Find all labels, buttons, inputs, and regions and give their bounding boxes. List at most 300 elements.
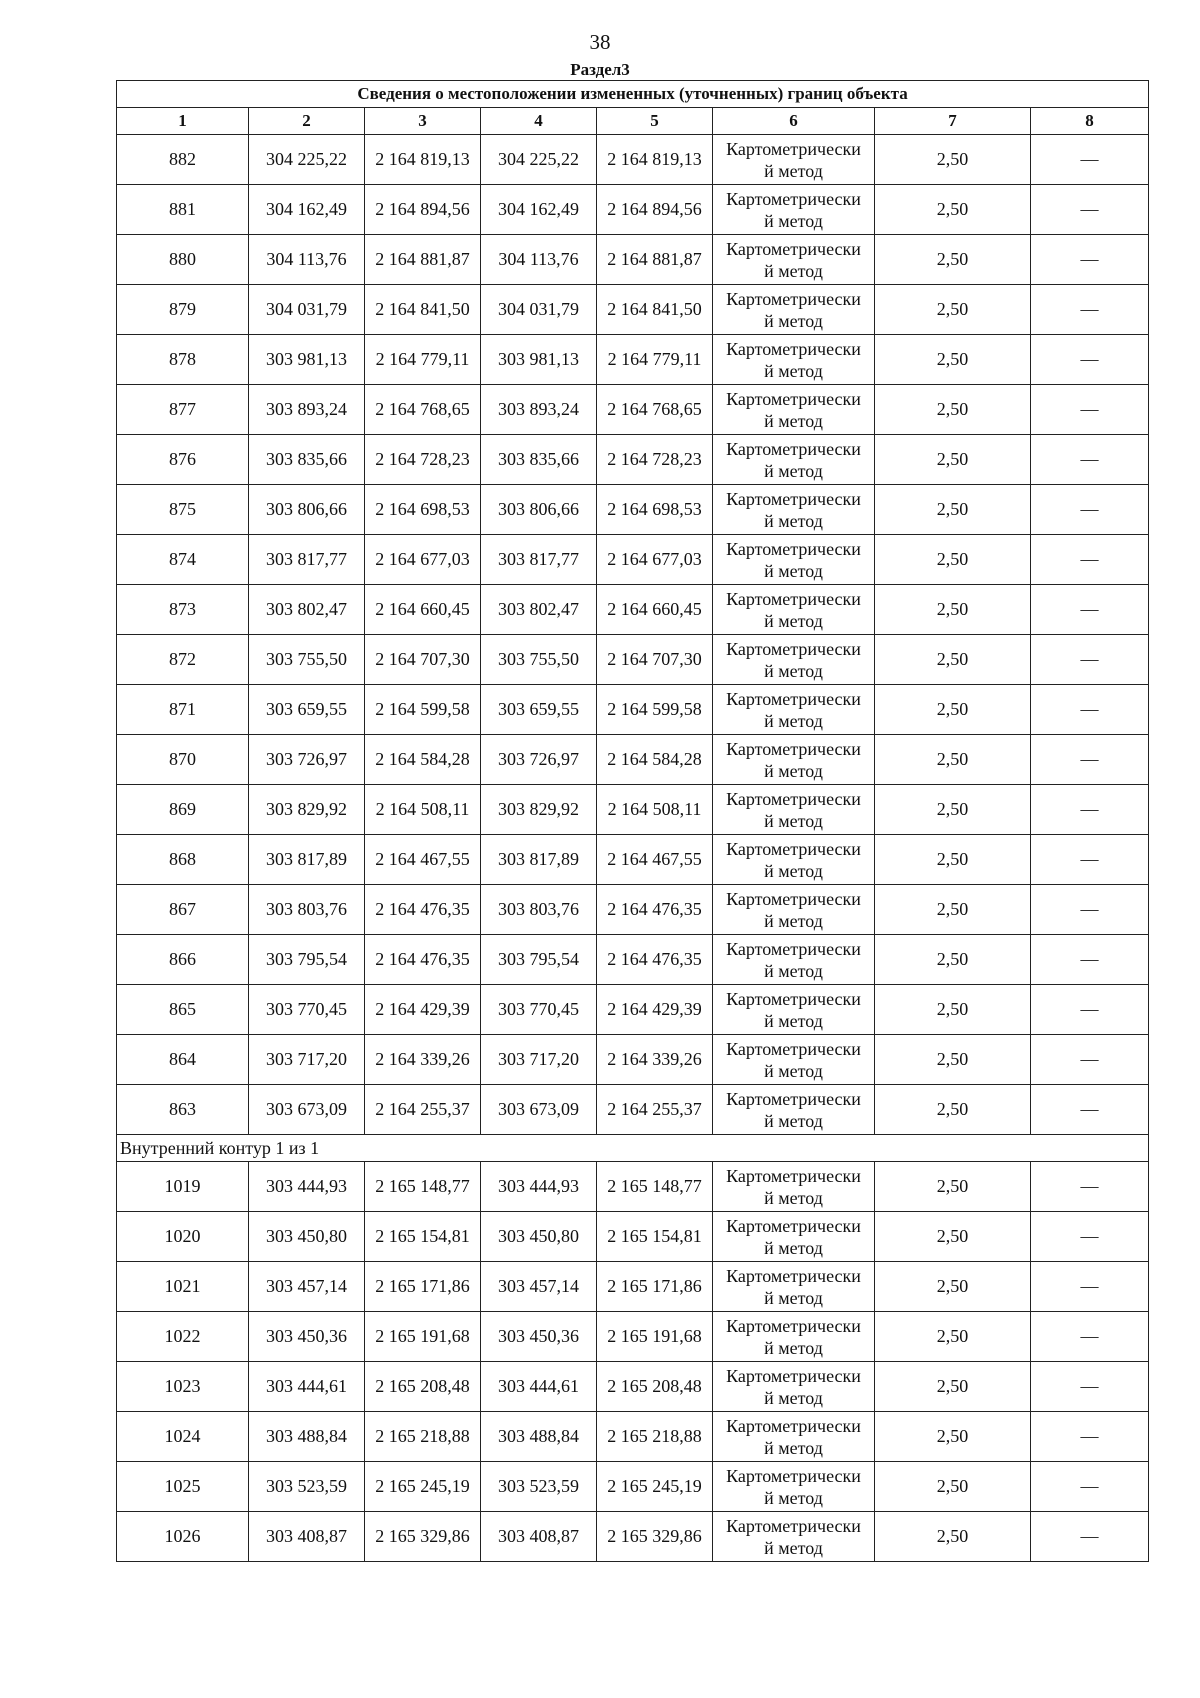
existing-y-cell: 2 164 894,56 (365, 185, 481, 235)
method-cell (713, 735, 875, 785)
existing-x-cell: 304 113,76 (249, 235, 365, 285)
existing-y-cell: 2 165 208,48 (365, 1362, 481, 1412)
method-text: й метод (764, 1487, 823, 1508)
note-cell: — (1031, 435, 1149, 485)
method-text: Картометрически (726, 1465, 861, 1486)
updated-y-cell: 2 165 329,86 (597, 1512, 713, 1562)
method-text: й метод (764, 660, 823, 681)
point-number-cell: 878 (117, 335, 249, 385)
existing-x-cell: 303 457,14 (249, 1262, 365, 1312)
method-cell (713, 435, 875, 485)
column-number: 1 (117, 108, 249, 135)
existing-y-cell: 2 164 819,13 (365, 135, 481, 185)
existing-x-cell: 303 408,87 (249, 1512, 365, 1562)
updated-x-cell: 303 523,59 (481, 1462, 597, 1512)
point-number-cell: 870 (117, 735, 249, 785)
existing-x-cell: 303 450,80 (249, 1212, 365, 1262)
table-row (117, 1362, 1149, 1412)
method-cell (713, 485, 875, 535)
updated-x-cell: 303 803,76 (481, 885, 597, 935)
accuracy-cell: 2,50 (875, 1035, 1031, 1085)
method-text: Картометрически (726, 988, 861, 1009)
method-text: Картометрически (726, 938, 861, 959)
column-number: 6 (713, 108, 875, 135)
updated-x-cell: 303 795,54 (481, 935, 597, 985)
inner-contour-row (117, 1135, 1149, 1162)
accuracy-cell: 2,50 (875, 185, 1031, 235)
existing-y-cell: 2 164 677,03 (365, 535, 481, 585)
note-cell: — (1031, 885, 1149, 935)
updated-y-cell: 2 164 768,65 (597, 385, 713, 435)
accuracy-cell: 2,50 (875, 235, 1031, 285)
table-row (117, 735, 1149, 785)
method-text: й метод (764, 560, 823, 581)
existing-y-cell: 2 164 881,87 (365, 235, 481, 285)
table-row (117, 135, 1149, 185)
table-row (117, 1412, 1149, 1462)
method-text: й метод (764, 360, 823, 381)
point-number-cell: 1025 (117, 1462, 249, 1512)
method-text: й метод (764, 510, 823, 531)
table-row (117, 1212, 1149, 1262)
updated-x-cell: 303 717,20 (481, 1035, 597, 1085)
method-text: й метод (764, 460, 823, 481)
note-cell: — (1031, 535, 1149, 585)
method-text: й метод (764, 1537, 823, 1558)
existing-x-cell: 303 817,77 (249, 535, 365, 585)
method-cell (713, 785, 875, 835)
note-cell: — (1031, 285, 1149, 335)
existing-y-cell: 2 164 476,35 (365, 935, 481, 985)
table-row (117, 235, 1149, 285)
method-text: й метод (764, 910, 823, 931)
point-number-cell: 1020 (117, 1212, 249, 1262)
point-number-cell: 864 (117, 1035, 249, 1085)
note-cell: — (1031, 335, 1149, 385)
point-number-cell: 867 (117, 885, 249, 935)
updated-y-cell: 2 165 245,19 (597, 1462, 713, 1512)
method-text: й метод (764, 610, 823, 631)
accuracy-cell: 2,50 (875, 935, 1031, 985)
method-text: й метод (764, 960, 823, 981)
accuracy-cell: 2,50 (875, 685, 1031, 735)
updated-y-cell: 2 164 819,13 (597, 135, 713, 185)
updated-y-cell: 2 164 476,35 (597, 935, 713, 985)
point-number-cell: 865 (117, 985, 249, 1035)
updated-x-cell: 303 408,87 (481, 1512, 597, 1562)
point-number-cell: 1026 (117, 1512, 249, 1562)
method-text: Картометрически (726, 288, 861, 309)
method-text: й метод (764, 1387, 823, 1408)
existing-y-cell: 2 164 728,23 (365, 435, 481, 485)
table-row (117, 535, 1149, 585)
table-row (117, 935, 1149, 985)
updated-y-cell: 2 164 660,45 (597, 585, 713, 635)
point-number-cell: 868 (117, 835, 249, 885)
accuracy-cell: 2,50 (875, 585, 1031, 635)
existing-x-cell: 303 770,45 (249, 985, 365, 1035)
method-text: Картометрически (726, 1315, 861, 1336)
updated-y-cell: 2 164 339,26 (597, 1035, 713, 1085)
existing-y-cell: 2 164 339,26 (365, 1035, 481, 1085)
point-number-cell: 871 (117, 685, 249, 735)
existing-y-cell: 2 164 779,11 (365, 335, 481, 385)
note-cell: — (1031, 1412, 1149, 1462)
existing-x-cell: 303 802,47 (249, 585, 365, 635)
existing-x-cell: 303 817,89 (249, 835, 365, 885)
updated-x-cell: 303 829,92 (481, 785, 597, 835)
table-row (117, 185, 1149, 235)
note-cell: — (1031, 1162, 1149, 1212)
point-number-cell: 1019 (117, 1162, 249, 1212)
point-number-cell: 873 (117, 585, 249, 635)
existing-y-cell: 2 164 429,39 (365, 985, 481, 1035)
method-text: Картометрически (726, 238, 861, 259)
existing-y-cell: 2 164 467,55 (365, 835, 481, 885)
boundary-coordinates-table (116, 80, 1149, 1562)
method-cell (713, 685, 875, 735)
column-number: 2 (249, 108, 365, 135)
point-number-cell: 869 (117, 785, 249, 835)
method-text: Картометрически (726, 538, 861, 559)
updated-x-cell: 303 444,93 (481, 1162, 597, 1212)
updated-y-cell: 2 164 894,56 (597, 185, 713, 235)
updated-y-cell: 2 164 881,87 (597, 235, 713, 285)
updated-y-cell: 2 164 841,50 (597, 285, 713, 335)
updated-x-cell: 303 444,61 (481, 1362, 597, 1412)
existing-y-cell: 2 164 841,50 (365, 285, 481, 335)
table-row (117, 585, 1149, 635)
method-text: Картометрически (726, 188, 861, 209)
updated-x-cell: 303 726,97 (481, 735, 597, 785)
existing-x-cell: 303 795,54 (249, 935, 365, 985)
accuracy-cell: 2,50 (875, 735, 1031, 785)
existing-x-cell: 303 893,24 (249, 385, 365, 435)
method-cell (713, 385, 875, 435)
updated-y-cell: 2 164 429,39 (597, 985, 713, 1035)
method-cell (713, 1212, 875, 1262)
accuracy-cell: 2,50 (875, 335, 1031, 385)
accuracy-cell: 2,50 (875, 835, 1031, 885)
accuracy-cell: 2,50 (875, 885, 1031, 935)
method-cell (713, 135, 875, 185)
accuracy-cell: 2,50 (875, 985, 1031, 1035)
column-number-row (117, 108, 1149, 135)
accuracy-cell: 2,50 (875, 1412, 1031, 1462)
table-caption-row (117, 81, 1149, 108)
method-cell (713, 1312, 875, 1362)
updated-x-cell: 303 817,77 (481, 535, 597, 585)
method-text: й метод (764, 210, 823, 231)
accuracy-cell: 2,50 (875, 1462, 1031, 1512)
updated-y-cell: 2 164 476,35 (597, 885, 713, 935)
column-number: 5 (597, 108, 713, 135)
table-row (117, 635, 1149, 685)
updated-x-cell: 303 817,89 (481, 835, 597, 885)
note-cell: — (1031, 485, 1149, 535)
method-text: Картометрически (726, 1165, 861, 1186)
table-row (117, 1462, 1149, 1512)
point-number-cell: 875 (117, 485, 249, 535)
table-row (117, 1035, 1149, 1085)
accuracy-cell: 2,50 (875, 1085, 1031, 1135)
method-cell (713, 185, 875, 235)
existing-x-cell: 303 829,92 (249, 785, 365, 835)
method-cell (713, 1462, 875, 1512)
existing-y-cell: 2 164 476,35 (365, 885, 481, 935)
note-cell: — (1031, 1035, 1149, 1085)
existing-x-cell: 304 162,49 (249, 185, 365, 235)
existing-x-cell: 303 717,20 (249, 1035, 365, 1085)
updated-x-cell: 303 488,84 (481, 1412, 597, 1462)
method-cell (713, 1362, 875, 1412)
method-text: Картометрически (726, 688, 861, 709)
method-text: й метод (764, 1110, 823, 1131)
method-text: Картометрически (726, 1415, 861, 1436)
method-text: й метод (764, 310, 823, 331)
updated-y-cell: 2 164 677,03 (597, 535, 713, 585)
accuracy-cell: 2,50 (875, 485, 1031, 535)
table-row (117, 485, 1149, 535)
note-cell: — (1031, 1362, 1149, 1412)
table-row (117, 1262, 1149, 1312)
updated-x-cell: 303 450,80 (481, 1212, 597, 1262)
method-cell (713, 1262, 875, 1312)
accuracy-cell: 2,50 (875, 1262, 1031, 1312)
section-title: Раздел3 (570, 60, 630, 79)
method-cell (713, 1512, 875, 1562)
point-number-cell: 1022 (117, 1312, 249, 1362)
updated-x-cell: 303 835,66 (481, 435, 597, 485)
column-number: 3 (365, 108, 481, 135)
note-cell: — (1031, 135, 1149, 185)
accuracy-cell: 2,50 (875, 285, 1031, 335)
method-text: й метод (764, 160, 823, 181)
method-text: й метод (764, 410, 823, 431)
method-text: Картометрически (726, 488, 861, 509)
point-number-cell: 1021 (117, 1262, 249, 1312)
existing-y-cell: 2 164 599,58 (365, 685, 481, 735)
method-text: й метод (764, 1237, 823, 1258)
method-text: Картометрически (726, 1038, 861, 1059)
table-row (117, 785, 1149, 835)
accuracy-cell: 2,50 (875, 135, 1031, 185)
existing-x-cell: 304 225,22 (249, 135, 365, 185)
point-number-cell: 879 (117, 285, 249, 335)
existing-y-cell: 2 165 148,77 (365, 1162, 481, 1212)
updated-x-cell: 303 802,47 (481, 585, 597, 635)
method-cell (713, 585, 875, 635)
note-cell: — (1031, 385, 1149, 435)
method-cell (713, 885, 875, 935)
table-row (117, 835, 1149, 885)
updated-y-cell: 2 165 154,81 (597, 1212, 713, 1262)
method-text: й метод (764, 1437, 823, 1458)
updated-x-cell: 303 893,24 (481, 385, 597, 435)
note-cell: — (1031, 585, 1149, 635)
table-row (117, 1312, 1149, 1362)
updated-x-cell: 303 770,45 (481, 985, 597, 1035)
accuracy-cell: 2,50 (875, 635, 1031, 685)
existing-y-cell: 2 164 660,45 (365, 585, 481, 635)
accuracy-cell: 2,50 (875, 1212, 1031, 1262)
updated-x-cell: 304 162,49 (481, 185, 597, 235)
existing-x-cell: 303 488,84 (249, 1412, 365, 1462)
accuracy-cell: 2,50 (875, 435, 1031, 485)
table-row (117, 1162, 1149, 1212)
point-number-cell: 877 (117, 385, 249, 435)
table-row (117, 985, 1149, 1035)
updated-y-cell: 2 164 599,58 (597, 685, 713, 735)
point-number-cell: 872 (117, 635, 249, 685)
existing-x-cell: 303 523,59 (249, 1462, 365, 1512)
method-text: Картометрически (726, 588, 861, 609)
note-cell: — (1031, 935, 1149, 985)
point-number-cell: 866 (117, 935, 249, 985)
updated-x-cell: 303 457,14 (481, 1262, 597, 1312)
updated-y-cell: 2 164 255,37 (597, 1085, 713, 1135)
existing-y-cell: 2 165 245,19 (365, 1462, 481, 1512)
method-text: Картометрически (726, 1215, 861, 1236)
existing-y-cell: 2 165 191,68 (365, 1312, 481, 1362)
existing-y-cell: 2 165 154,81 (365, 1212, 481, 1262)
table-row (117, 885, 1149, 935)
accuracy-cell: 2,50 (875, 385, 1031, 435)
point-number-cell: 876 (117, 435, 249, 485)
existing-y-cell: 2 164 768,65 (365, 385, 481, 435)
updated-y-cell: 2 164 508,11 (597, 785, 713, 835)
existing-y-cell: 2 164 255,37 (365, 1085, 481, 1135)
point-number-cell: 874 (117, 535, 249, 585)
method-text: й метод (764, 710, 823, 731)
method-cell (713, 535, 875, 585)
method-text: Картометрически (726, 1365, 861, 1386)
point-number-cell: 881 (117, 185, 249, 235)
note-cell: — (1031, 635, 1149, 685)
column-number: 7 (875, 108, 1031, 135)
point-number-cell: 882 (117, 135, 249, 185)
accuracy-cell: 2,50 (875, 1362, 1031, 1412)
existing-y-cell: 2 164 508,11 (365, 785, 481, 835)
existing-x-cell: 303 450,36 (249, 1312, 365, 1362)
table-row (117, 1085, 1149, 1135)
point-number-cell: 880 (117, 235, 249, 285)
method-text: Картометрически (726, 838, 861, 859)
column-number: 8 (1031, 108, 1149, 135)
table-row (117, 385, 1149, 435)
updated-y-cell: 2 165 148,77 (597, 1162, 713, 1212)
method-cell (713, 1412, 875, 1462)
updated-y-cell: 2 164 698,53 (597, 485, 713, 535)
existing-x-cell: 303 726,97 (249, 735, 365, 785)
method-text: й метод (764, 1337, 823, 1358)
updated-y-cell: 2 165 218,88 (597, 1412, 713, 1462)
accuracy-cell: 2,50 (875, 1312, 1031, 1362)
updated-y-cell: 2 164 584,28 (597, 735, 713, 785)
note-cell: — (1031, 735, 1149, 785)
method-cell (713, 1162, 875, 1212)
note-cell: — (1031, 1085, 1149, 1135)
existing-x-cell: 303 981,13 (249, 335, 365, 385)
method-cell (713, 285, 875, 335)
note-cell: — (1031, 835, 1149, 885)
note-cell: — (1031, 1512, 1149, 1562)
updated-y-cell: 2 164 707,30 (597, 635, 713, 685)
updated-x-cell: 303 755,50 (481, 635, 597, 685)
method-text: й метод (764, 1060, 823, 1081)
method-cell (713, 235, 875, 285)
table-row (117, 285, 1149, 335)
existing-x-cell: 303 659,55 (249, 685, 365, 735)
updated-y-cell: 2 165 191,68 (597, 1312, 713, 1362)
existing-y-cell: 2 164 707,30 (365, 635, 481, 685)
method-text: й метод (764, 860, 823, 881)
existing-x-cell: 303 444,93 (249, 1162, 365, 1212)
method-cell (713, 635, 875, 685)
note-cell: — (1031, 1312, 1149, 1362)
method-cell (713, 1085, 875, 1135)
existing-x-cell: 303 444,61 (249, 1362, 365, 1412)
updated-x-cell: 304 113,76 (481, 235, 597, 285)
method-text: Картометрически (726, 638, 861, 659)
table-caption: Сведения о местоположении измененных (уточненных) границ объекта (117, 81, 1149, 108)
updated-y-cell: 2 164 467,55 (597, 835, 713, 885)
method-text: Картометрически (726, 138, 861, 159)
column-number: 4 (481, 108, 597, 135)
note-cell: — (1031, 185, 1149, 235)
note-cell: — (1031, 235, 1149, 285)
point-number-cell: 1023 (117, 1362, 249, 1412)
updated-x-cell: 303 981,13 (481, 335, 597, 385)
method-text: й метод (764, 1010, 823, 1031)
method-cell (713, 985, 875, 1035)
existing-x-cell: 303 673,09 (249, 1085, 365, 1135)
note-cell: — (1031, 1462, 1149, 1512)
note-cell: — (1031, 1262, 1149, 1312)
accuracy-cell: 2,50 (875, 785, 1031, 835)
inner-contour-label: Внутренний контур 1 из 1 (117, 1135, 1149, 1162)
existing-y-cell: 2 164 584,28 (365, 735, 481, 785)
updated-y-cell: 2 164 728,23 (597, 435, 713, 485)
method-text: Картометрически (726, 1515, 861, 1536)
existing-x-cell: 303 755,50 (249, 635, 365, 685)
method-text: й метод (764, 1287, 823, 1308)
method-text: Картометрически (726, 338, 861, 359)
note-cell: — (1031, 685, 1149, 735)
method-cell (713, 335, 875, 385)
existing-x-cell: 303 835,66 (249, 435, 365, 485)
table-row (117, 1512, 1149, 1562)
point-number-cell: 863 (117, 1085, 249, 1135)
note-cell: — (1031, 1212, 1149, 1262)
method-text: Картометрически (726, 738, 861, 759)
existing-x-cell: 303 803,76 (249, 885, 365, 935)
table-row (117, 685, 1149, 735)
method-text: й метод (764, 760, 823, 781)
existing-y-cell: 2 165 218,88 (365, 1412, 481, 1462)
method-text: Картометрически (726, 388, 861, 409)
method-cell (713, 835, 875, 885)
method-cell (713, 1035, 875, 1085)
table-row (117, 435, 1149, 485)
existing-x-cell: 303 806,66 (249, 485, 365, 535)
updated-y-cell: 2 165 171,86 (597, 1262, 713, 1312)
method-cell (713, 935, 875, 985)
existing-y-cell: 2 164 698,53 (365, 485, 481, 535)
updated-y-cell: 2 165 208,48 (597, 1362, 713, 1412)
note-cell: — (1031, 985, 1149, 1035)
table-row (117, 335, 1149, 385)
